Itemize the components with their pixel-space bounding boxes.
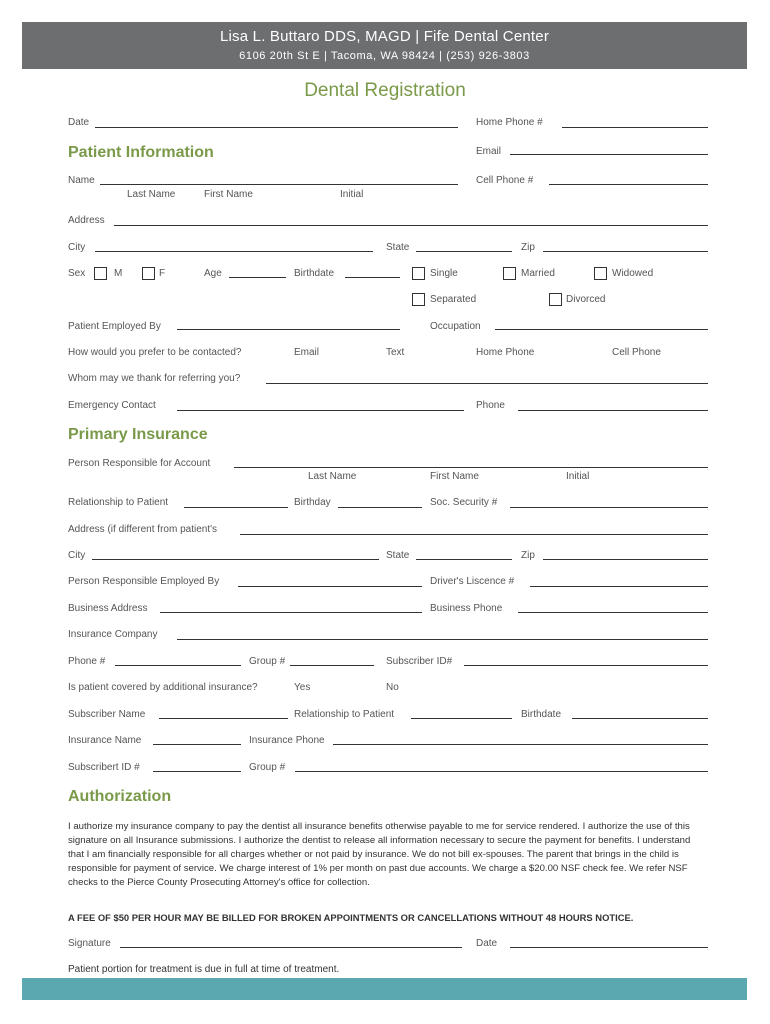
birthdate-field[interactable] (345, 277, 400, 278)
responsible-field[interactable] (234, 467, 708, 468)
age-label: Age (204, 268, 222, 279)
ins-city-field[interactable] (92, 559, 379, 560)
occupation-field[interactable] (495, 329, 708, 330)
practice-name: Lisa L. Buttaro DDS, MAGD | Fife Dental Center (219, 28, 550, 45)
contact-cell-phone-option[interactable]: Cell Phone (612, 347, 661, 358)
signature-date-field[interactable] (510, 947, 708, 948)
sex-m-checkbox[interactable] (94, 267, 107, 280)
subscriber-id2-field[interactable] (153, 771, 241, 772)
cell-phone-field[interactable] (549, 184, 708, 185)
contact-text-option[interactable]: Text (386, 347, 405, 358)
additional-insurance-question: Is patient covered by additional insurance? (68, 682, 258, 693)
resp-employed-field[interactable] (238, 586, 422, 587)
birthday-field[interactable] (338, 507, 422, 508)
occupation-label: Occupation (430, 321, 481, 332)
employed-by-label: Patient Employed By (68, 321, 161, 332)
group2-label: Group # (249, 762, 286, 773)
first-name-caption: First Name (204, 189, 253, 200)
relationship-field[interactable] (184, 507, 288, 508)
date-label: Date (68, 117, 90, 128)
ins-zip-label: Zip (521, 550, 535, 561)
payment-notice: Patient portion for treatment is due in full at time of treatment. (68, 964, 340, 975)
subscriber-name-field[interactable] (159, 718, 288, 719)
home-phone-field[interactable] (562, 127, 708, 128)
date-field[interactable] (95, 127, 458, 128)
footer-bar (22, 978, 747, 1000)
referral-field[interactable] (266, 383, 708, 384)
additional-yes-option[interactable]: Yes (294, 682, 311, 693)
zip-label: Zip (521, 242, 535, 253)
separated-label: Separated (430, 294, 477, 305)
ssn-field[interactable] (510, 507, 708, 508)
address-field[interactable] (114, 225, 708, 226)
ins-address-label: Address (if different from patient's (68, 524, 218, 535)
resp-first-caption: First Name (430, 471, 479, 482)
ssn-label: Soc. Security # (430, 497, 498, 508)
rel-patient-label: Relationship to Patient (294, 709, 395, 720)
name-label: Name (68, 175, 95, 186)
subscriber-id2-label: Subscribert ID # (68, 762, 140, 773)
single-checkbox[interactable] (412, 267, 425, 280)
city-label: City (68, 242, 86, 253)
subscriber-id-label: Subscriber ID# (386, 656, 453, 667)
ins-state-label: State (386, 550, 410, 561)
sex-m-label: M (114, 268, 123, 279)
ins-zip-field[interactable] (543, 559, 708, 560)
insurance-phone-label: Insurance Phone (249, 735, 325, 746)
contact-home-phone-option[interactable]: Home Phone (476, 347, 535, 358)
initial-caption: Initial (340, 189, 364, 200)
signature-label: Signature (68, 938, 111, 949)
married-label: Married (521, 268, 555, 279)
ins-phone-field[interactable] (115, 665, 241, 666)
emergency-contact-label: Emergency Contact (68, 400, 156, 411)
business-phone-field[interactable] (518, 612, 708, 613)
practice-header (22, 22, 747, 69)
ins-address-field[interactable] (240, 534, 708, 535)
last-name-caption: Last Name (127, 189, 176, 200)
signature-date-label: Date (476, 938, 498, 949)
group-field[interactable] (290, 665, 374, 666)
insurance-phone-field[interactable] (333, 744, 708, 745)
insurance-name-label: Insurance Name (68, 735, 142, 746)
insurance-name-field[interactable] (153, 744, 241, 745)
authorization-heading: Authorization (68, 788, 172, 805)
age-field[interactable] (229, 277, 286, 278)
emergency-contact-field[interactable] (177, 410, 464, 411)
referral-label: Whom may we thank for referring you? (68, 373, 241, 384)
sex-label: Sex (68, 268, 86, 279)
group-label: Group # (249, 656, 286, 667)
responsible-label: Person Responsible for Account (68, 458, 211, 469)
birthdate-label: Birthdate (294, 268, 335, 279)
license-field[interactable] (530, 586, 708, 587)
business-address-field[interactable] (160, 612, 422, 613)
business-address-label: Business Address (68, 603, 148, 614)
primary-insurance-heading: Primary Insurance (68, 426, 208, 443)
state-label: State (386, 242, 410, 253)
group2-field[interactable] (295, 771, 708, 772)
rel-patient-field[interactable] (411, 718, 512, 719)
city-field[interactable] (95, 251, 373, 252)
name-field[interactable] (100, 184, 458, 185)
resp-employed-label: Person Responsible Employed By (68, 576, 220, 587)
relationship-label: Relationship to Patient (68, 497, 169, 508)
divorced-label: Divorced (566, 294, 606, 305)
zip-field[interactable] (543, 251, 708, 252)
resp-last-caption: Last Name (308, 471, 357, 482)
sub-birthdate-field[interactable] (572, 718, 708, 719)
subscriber-name-label: Subscriber Name (68, 709, 146, 720)
home-phone-label: Home Phone # (476, 117, 543, 128)
additional-no-option[interactable]: No (386, 682, 399, 693)
widowed-label: Widowed (612, 268, 654, 279)
email-field[interactable] (510, 154, 708, 155)
emergency-phone-label: Phone (476, 400, 505, 411)
widowed-checkbox[interactable] (594, 267, 607, 280)
subscriber-id-field[interactable] (464, 665, 708, 666)
resp-initial-caption: Initial (566, 471, 590, 482)
form-title: Dental Registration (304, 80, 466, 101)
divorced-checkbox[interactable] (549, 293, 562, 306)
sex-f-label: F (159, 268, 166, 279)
address-label: Address (68, 215, 105, 226)
ins-phone-label: Phone # (68, 656, 106, 667)
emergency-phone-field[interactable] (518, 410, 708, 411)
signature-field[interactable] (120, 947, 462, 948)
employed-by-field[interactable] (177, 329, 400, 330)
married-checkbox[interactable] (503, 267, 516, 280)
email-label: Email (476, 146, 502, 157)
ins-city-label: City (68, 550, 86, 561)
birthday-label: Birthday (294, 497, 331, 508)
ins-state-field[interactable] (416, 559, 512, 560)
cell-phone-label: Cell Phone # (476, 175, 534, 186)
authorization-text: I authorize my insurance company to pay the dentist all insurance benefits otherwise payable to me for service rendered. I authorize the use of this signature on all Insurance submissions. I authorize the dentist to release all information necessary to secure the payment for benefits. I understand that I am financially responsible for all charges whether or not paid by insurance. We do not bill ex-spouses. The parent that brings in the child is responsible for payment of service. We charge interest of 1% per month on past due accounts. We charge a $20.00 NSF check fee. We refer NSF checks to the Pierce County Prosecuting Attorney's office for collection. (68, 821, 691, 888)
business-phone-label: Business Phone (430, 603, 503, 614)
contact-question: How would you prefer to be contacted? (68, 347, 242, 358)
license-label: Driver's Liscence # (430, 576, 515, 587)
practice-address: 6106 20th St E | Tacoma, WA 98424 | (253) 926-3803 (239, 50, 530, 62)
separated-checkbox[interactable] (412, 293, 425, 306)
contact-email-option[interactable]: Email (294, 347, 320, 358)
insurance-company-field[interactable] (177, 639, 708, 640)
sex-f-checkbox[interactable] (142, 267, 155, 280)
single-label: Single (430, 268, 458, 279)
sub-birthdate-label: Birthdate (521, 709, 562, 720)
patient-info-heading: Patient Information (68, 144, 214, 161)
fee-notice: A FEE OF $50 PER HOUR MAY BE BILLED FOR BROKEN APPOINTMENTS OR CANCELLATIONS WITHOUT 48 HOURS NOTICE. (68, 912, 634, 923)
state-field[interactable] (416, 251, 512, 252)
insurance-company-label: Insurance Company (68, 629, 158, 640)
